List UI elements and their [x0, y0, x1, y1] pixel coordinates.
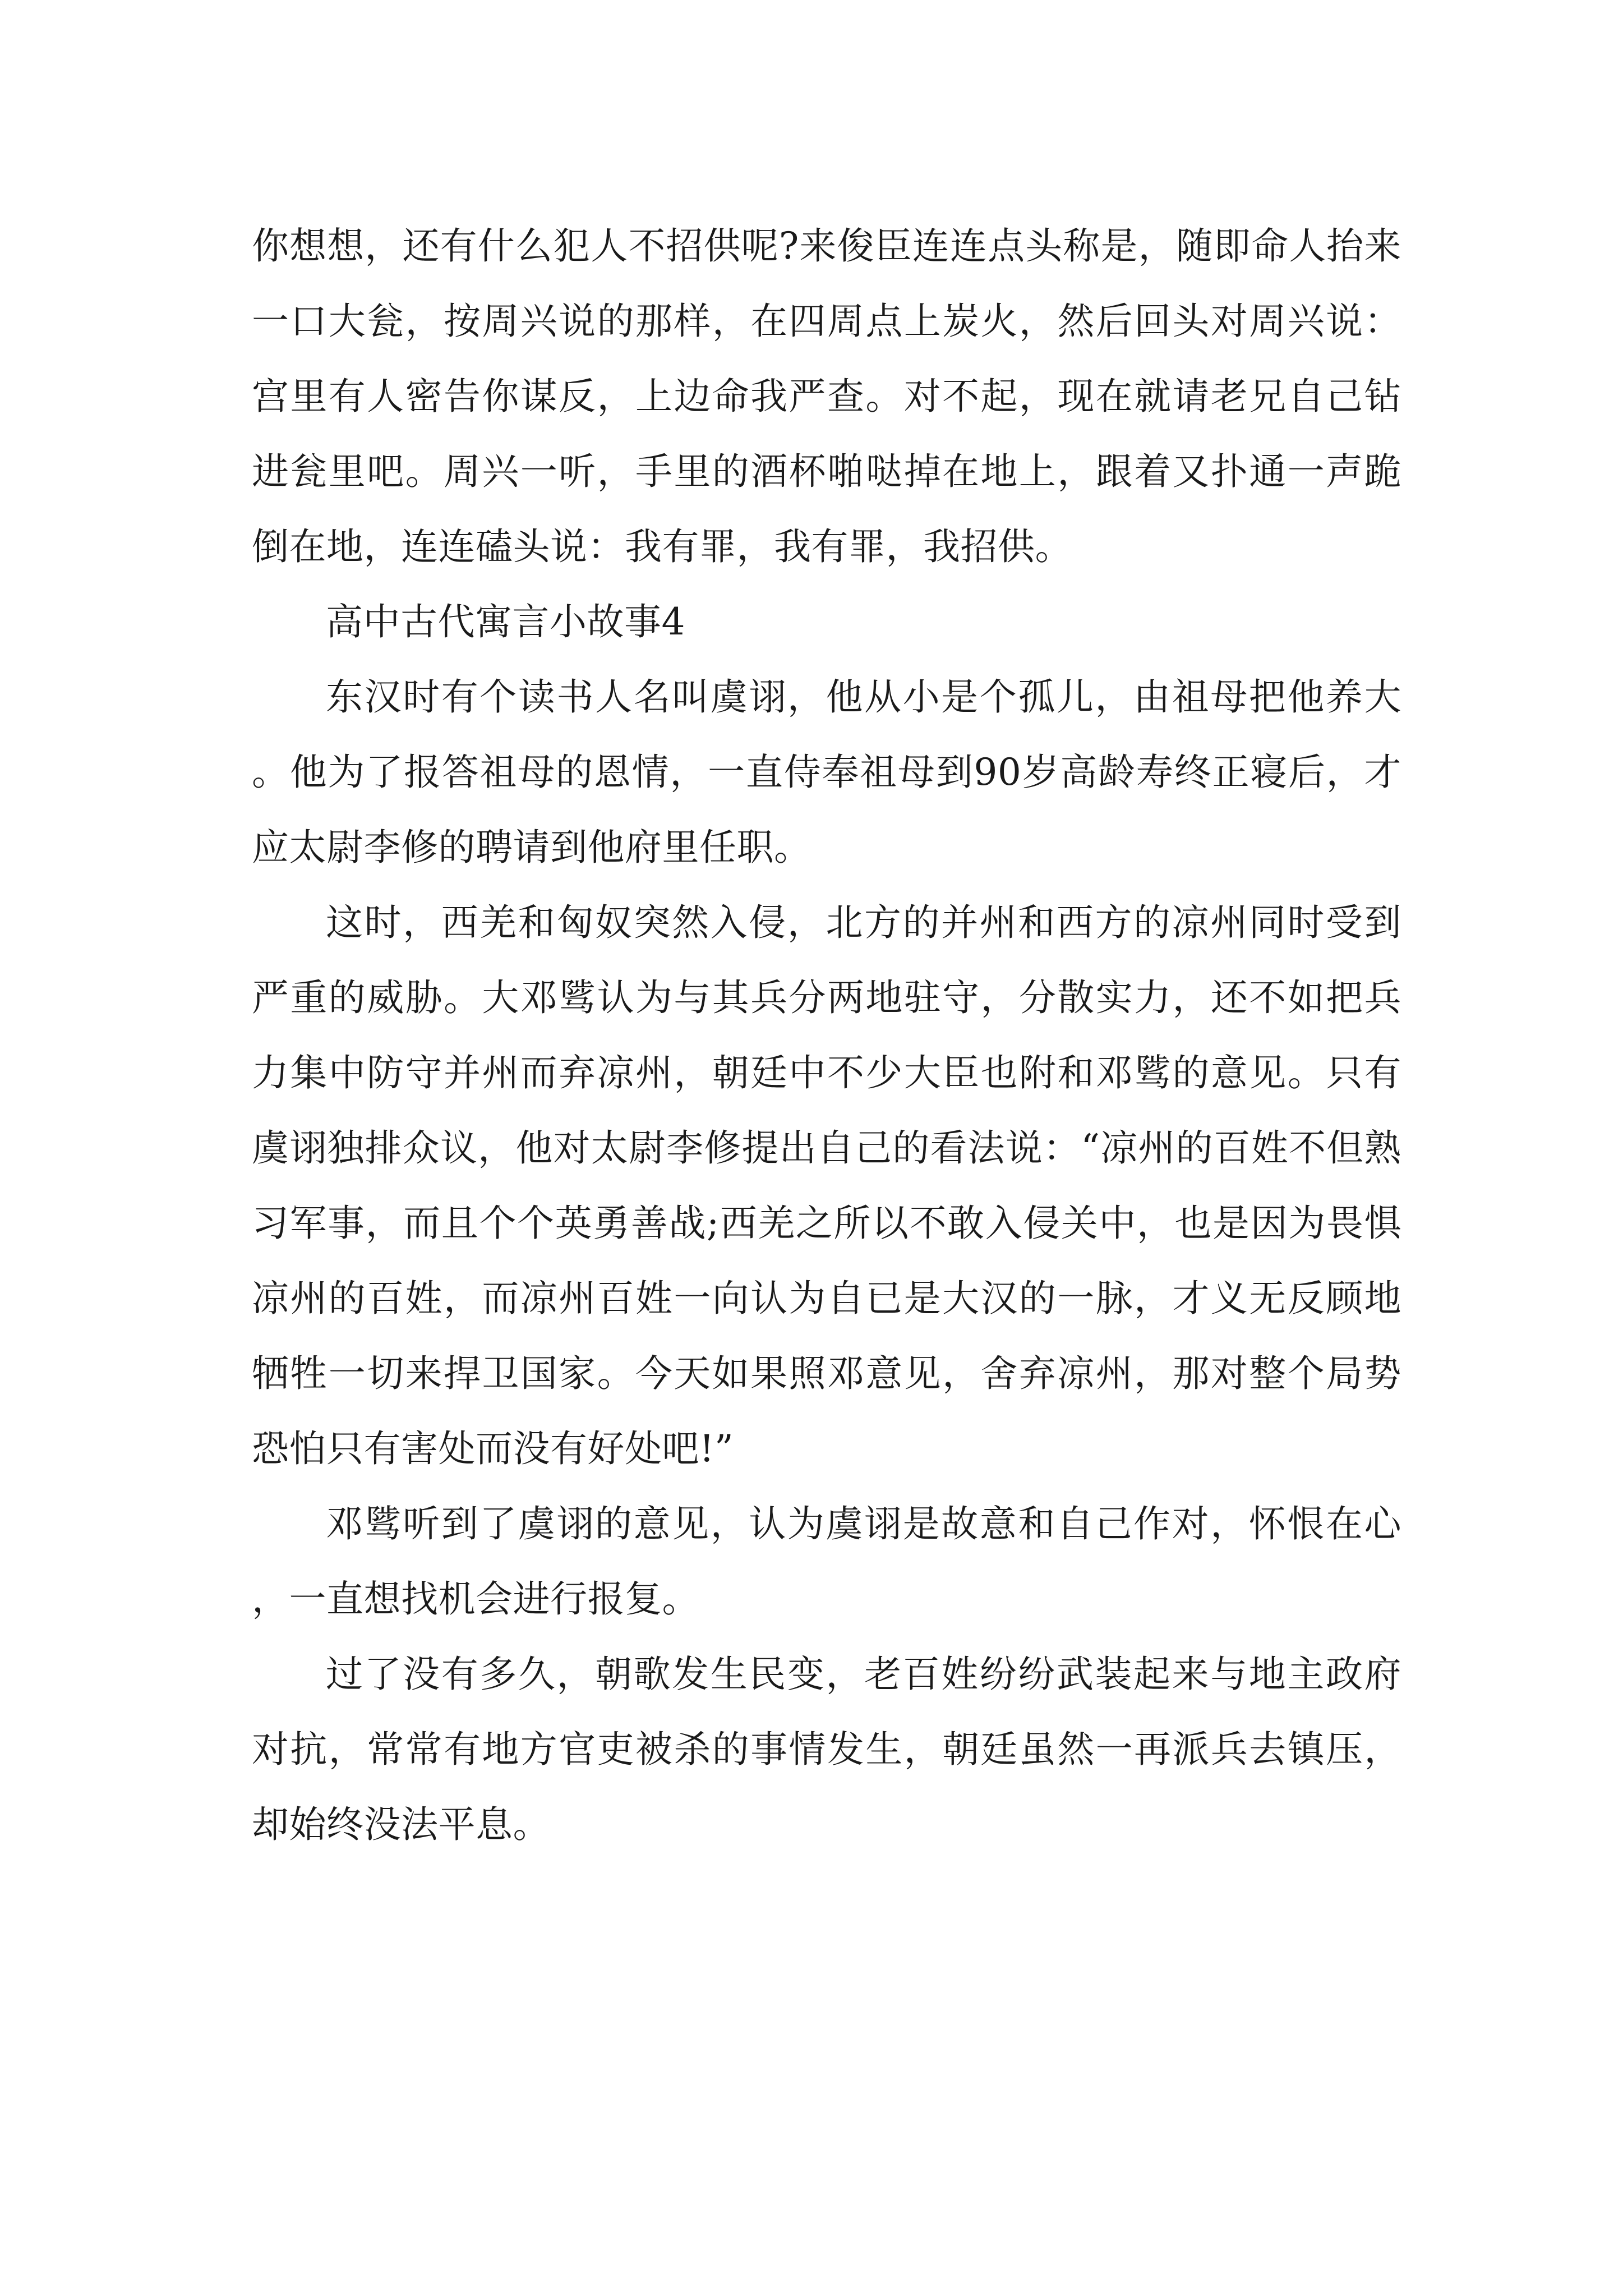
- paragraph: 过了没有多久，朝歌发生民变，老百姓纷纷武装起来与地主政府对抗，常常有地方官吏被杀的事情发生，朝廷虽然一再派兵去镇压，却始终没法平息。: [252, 1653, 1401, 1846]
- document-body: [252, 209, 1401, 1862]
- paragraph: 邓骘听到了虞诩的意见，认为虞诩是故意和自己作对，怀恨在心，一直想找机会进行报复。: [252, 1502, 1401, 1621]
- story-heading: 高中古代寓言小故事4: [326, 600, 685, 643]
- paragraph: 东汉时有个读书人名叫虞诩，他从小是个孤儿，由祖母把他养大。他为了报答祖母的恩情，一直侍奉祖母到90岁高龄寿终正寝后，才应太尉李修的聘请到他府里任职。: [252, 675, 1401, 869]
- paragraph: 这时，西羌和匈奴突然入侵，北方的并州和西方的凉州同时受到严重的威胁。大邓骘认为与其兵分两地驻守，分散实力，还不如把兵力集中防守并州而弃凉州，朝廷中不少大臣也附和邓骘的意见。只有虞诩独排众议，他对太尉李修提出自己的看法说：“凉州的百姓不但熟习军事，而且个个英勇善战;西羌之所以不敢入侵关中，也是因为畏惧凉州的百姓，而凉州百姓一向认为自已是大汉的一脉，才义无反顾地牺牲一切来捍卫国家。今天如果照邓意见，舍弃凉州，那对整个局势恐怕只有害处而没有好处吧!”: [252, 901, 1401, 1470]
- paragraph-continuation: 你想想，还有什么犯人不招供呢?来俊臣连连点头称是，随即命人抬来一口大瓮，按周兴说的那样，在四周点上炭火，然后回头对周兴说：宫里有人密告你谋反，上边命我严查。对不起，现在就请老兄自己钻进瓮里吧。周兴一听，手里的酒杯啪哒掉在地上，跟着又扑通一声跪倒在地，连连磕头说：我有罪，我有罪，我招供。: [252, 224, 1401, 568]
